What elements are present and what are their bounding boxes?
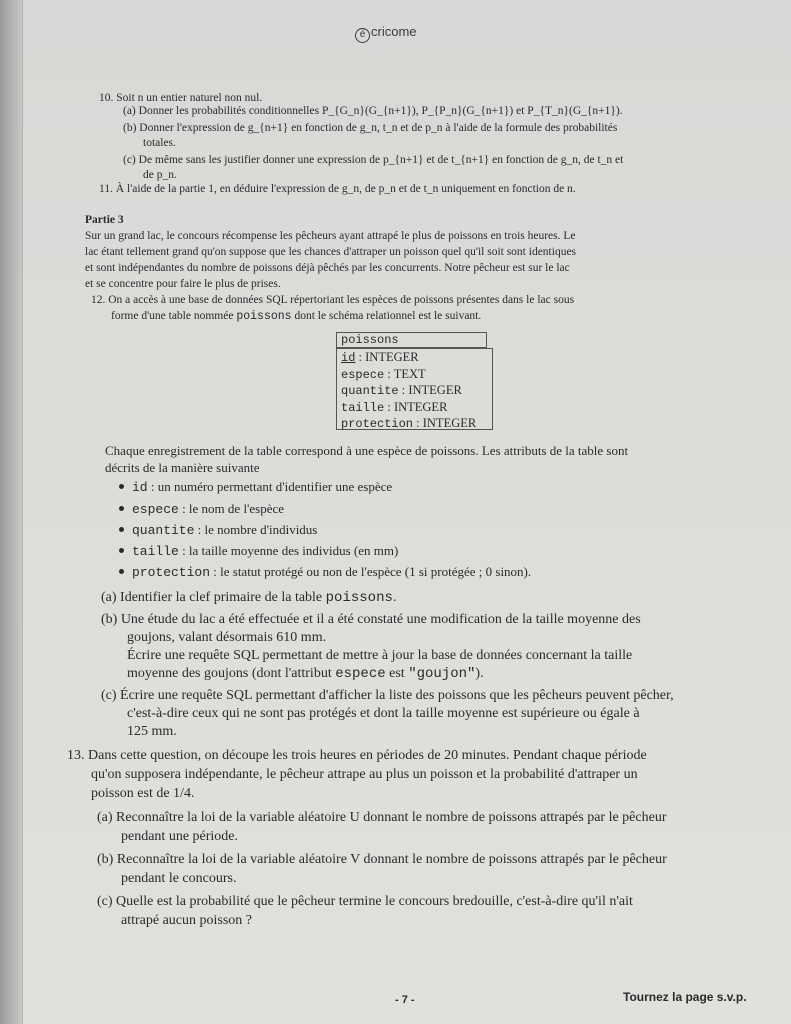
- q12-desc-line2: décrits de la manière suivante: [105, 460, 260, 475]
- q12-desc-line1: Chaque enregistrement de la table correspond à une espèce de poissons. Les attributs de la table sont: [105, 443, 629, 458]
- schema-attr-taille: taille: [341, 400, 385, 415]
- q10-number: 10.: [99, 92, 114, 104]
- q10-intro: [99, 92, 262, 104]
- q12-c-line3: 125 mm.: [127, 724, 177, 739]
- partie3-line1: Sur un grand lac, le concours récompense les pêcheurs ayant attrapé le plus de poissons en trois heures. Le: [85, 230, 576, 242]
- schema-row-espece: [341, 367, 488, 384]
- schema-attr-espece: espece: [341, 367, 385, 382]
- binding-spine: [0, 0, 22, 1024]
- q11: [99, 183, 576, 195]
- q12-b-code-espece: espece: [335, 666, 386, 682]
- q13-a-line1: (a) Reconnaître la loi de la variable aléatoire U donnant le nombre de poissons attrapés par le pêcheur: [97, 810, 667, 825]
- q10-c-line2: de p_n.: [143, 169, 177, 181]
- q13-line2: qu'on supposera indépendante, le pêcheur attrape au plus un poisson et la probabilité d'attraper un: [91, 767, 638, 782]
- bullet-dot-icon: [119, 527, 124, 532]
- schema-row-id: [341, 350, 488, 367]
- q12-b-line4-pre: moyenne des goujons (dont l'attribut: [127, 666, 332, 681]
- q12-a-text: (a) Identifier la clef primaire de la table: [101, 590, 323, 605]
- bullet-taille-text: : la taille moyenne des individus (en mm): [182, 543, 399, 558]
- q13-number: 13.: [67, 748, 85, 763]
- bullet-espece-text: : le nom de l'espèce: [182, 501, 285, 516]
- turn-page-note: Tournez la page s.v.p.: [623, 990, 747, 1004]
- q12-a-post: .: [392, 590, 397, 605]
- q13-c-line1: (c) Quelle est la probabilité que le pêcheur termine le concours bredouille, c'est-à-dire qu'il n'ait: [97, 894, 633, 909]
- schema-attr-protection: protection: [341, 417, 414, 431]
- q13-a-line2: pendant une période.: [121, 829, 239, 844]
- bullet-protection-code: protection: [132, 565, 211, 580]
- bullet-protection-text: : le statut protégé ou non de l'espèce (1 si protégée ; 0 sinon).: [213, 564, 532, 579]
- partie3-line3: et sont indépendantes du nombre de poissons déjà pêchés par les concurrents. Notre pêcheur est sur le lac: [85, 262, 570, 274]
- bullet-dot-icon: [119, 548, 124, 553]
- schema-row-quantite: [341, 383, 488, 400]
- bullet-id: [119, 479, 392, 495]
- q12-c-line2: c'est-à-dire ceux qui ne sont pas protégés et dont la taille moyenne est supérieure ou égale à: [127, 706, 640, 721]
- ecricome-logo: [355, 24, 417, 43]
- partie3-title: Partie 3: [85, 214, 124, 226]
- q12-a: [101, 590, 396, 606]
- bullet-dot-icon: [119, 484, 124, 489]
- q11-text: À l'aide de la partie 1, en déduire l'expression de g_n, de p_n et de t_n uniquement en fonction de n.: [115, 183, 576, 195]
- bullet-taille-code: taille: [132, 544, 179, 559]
- q12-number: 12.: [91, 294, 106, 306]
- bullet-espece: [119, 501, 284, 517]
- q10-intro-text: Soit n un entier naturel non nul.: [116, 92, 263, 104]
- bullet-protection: [119, 564, 531, 580]
- q12-line2: [111, 310, 481, 323]
- exam-page: [22, 0, 791, 1024]
- q10-b-line1: (b) Donner l'expression de g_{n+1} en fonction de g_n, t_n et de p_n à l'aide de la formule des probabilités: [123, 122, 618, 134]
- q10-a: (a) Donner les probabilités conditionnelles P_{G_n}(G_{n+1}), P_{P_n}(G_{n+1}) et P_{T_n}(G_{n+1}).: [123, 105, 623, 117]
- q12-b-line1: (b) Une étude du lac a été effectuée et il a été constaté une modification de la taille moyenne des: [101, 612, 641, 627]
- q12-b-line4: [127, 666, 484, 682]
- q10-c-line1: (c) De même sans les justifier donner une expression de p_{n+1} et de t_{n+1} en fonction de g_n, de t_n et: [123, 154, 624, 166]
- q12-b-line4-post: ).: [475, 666, 484, 681]
- bullet-quantite-code: quantite: [132, 523, 195, 538]
- q13-line1: [67, 748, 647, 764]
- q13-b-line1: (b) Reconnaître la loi de la variable aléatoire V donnant le nombre de poissons attrapés par le pêcheur: [97, 852, 667, 867]
- bullet-id-code: id: [132, 480, 148, 495]
- bullet-dot-icon: [119, 569, 124, 574]
- bullet-quantite: [119, 522, 317, 538]
- schema-table-name: poissons: [336, 332, 487, 348]
- q13-line3: poisson est de 1/4.: [91, 786, 195, 801]
- q12-line1: [91, 294, 574, 306]
- partie3-line4: et se concentre pour faire le plus de prises.: [85, 278, 281, 290]
- schema-type-id: : INTEGER: [358, 350, 419, 364]
- schema-type-quantite: : INTEGER: [401, 383, 462, 397]
- q12-line1-text: On a accès à une base de données SQL répertoriant les espèces de poissons présentes dans le lac sous: [108, 294, 575, 306]
- ecricome-logo-mark: é: [355, 28, 370, 43]
- schema-row-protection: [341, 416, 488, 433]
- q12-b-line4-mid: est: [389, 666, 405, 681]
- bullet-id-text: : un numéro permettant d'identifier une espèce: [150, 479, 393, 494]
- q10-b-line2: totales.: [143, 137, 176, 149]
- schema-attr-id: id: [341, 351, 356, 365]
- bullet-taille: [119, 543, 398, 559]
- bullet-espece-code: espece: [132, 502, 179, 517]
- bullet-quantite-text: : le nombre d'individus: [197, 522, 318, 537]
- q12-b-line2: goujons, valant désormais 610 mm.: [127, 630, 327, 645]
- q12-c-line1: (c) Écrire une requête SQL permettant d'afficher la liste des poissons que les pêcheurs peuvent pêcher,: [101, 688, 674, 703]
- q12-b-code-goujon: "goujon": [408, 666, 476, 682]
- partie3-line2: lac étant tellement grand qu'on suppose que les chances d'attraper un poisson quel qu'il soit sont identiques: [85, 246, 577, 258]
- q13-c-line2: attrapé aucun poisson ?: [121, 913, 253, 928]
- q12-line2-post: dont le schéma relationnel est le suivant.: [294, 310, 482, 322]
- schema-type-protection: : INTEGER: [416, 416, 477, 430]
- q12-b-line3: Écrire une requête SQL permettant de mettre à jour la base de données concernant la taille: [127, 648, 633, 663]
- schema-attr-quantite: quantite: [341, 384, 399, 398]
- q12-a-code: poissons: [325, 590, 393, 606]
- schema-row-taille: [341, 400, 488, 417]
- schema-type-taille: : INTEGER: [387, 399, 448, 414]
- ecricome-logo-text: cricome: [371, 24, 417, 39]
- page-number: - 7 -: [395, 994, 415, 1006]
- q13-b-line2: pendant le concours.: [121, 871, 237, 886]
- q12-table-name-inline: poissons: [236, 310, 292, 323]
- q12-line2-pre: forme d'une table nommée: [111, 310, 234, 322]
- schema-type-espece: : TEXT: [387, 366, 426, 381]
- bullet-dot-icon: [119, 506, 124, 511]
- q13-line1-text: Dans cette question, on découpe les trois heures en périodes de 20 minutes. Pendant chaque période: [88, 748, 647, 763]
- q11-number: 11.: [99, 183, 113, 195]
- schema-table: [336, 348, 493, 430]
